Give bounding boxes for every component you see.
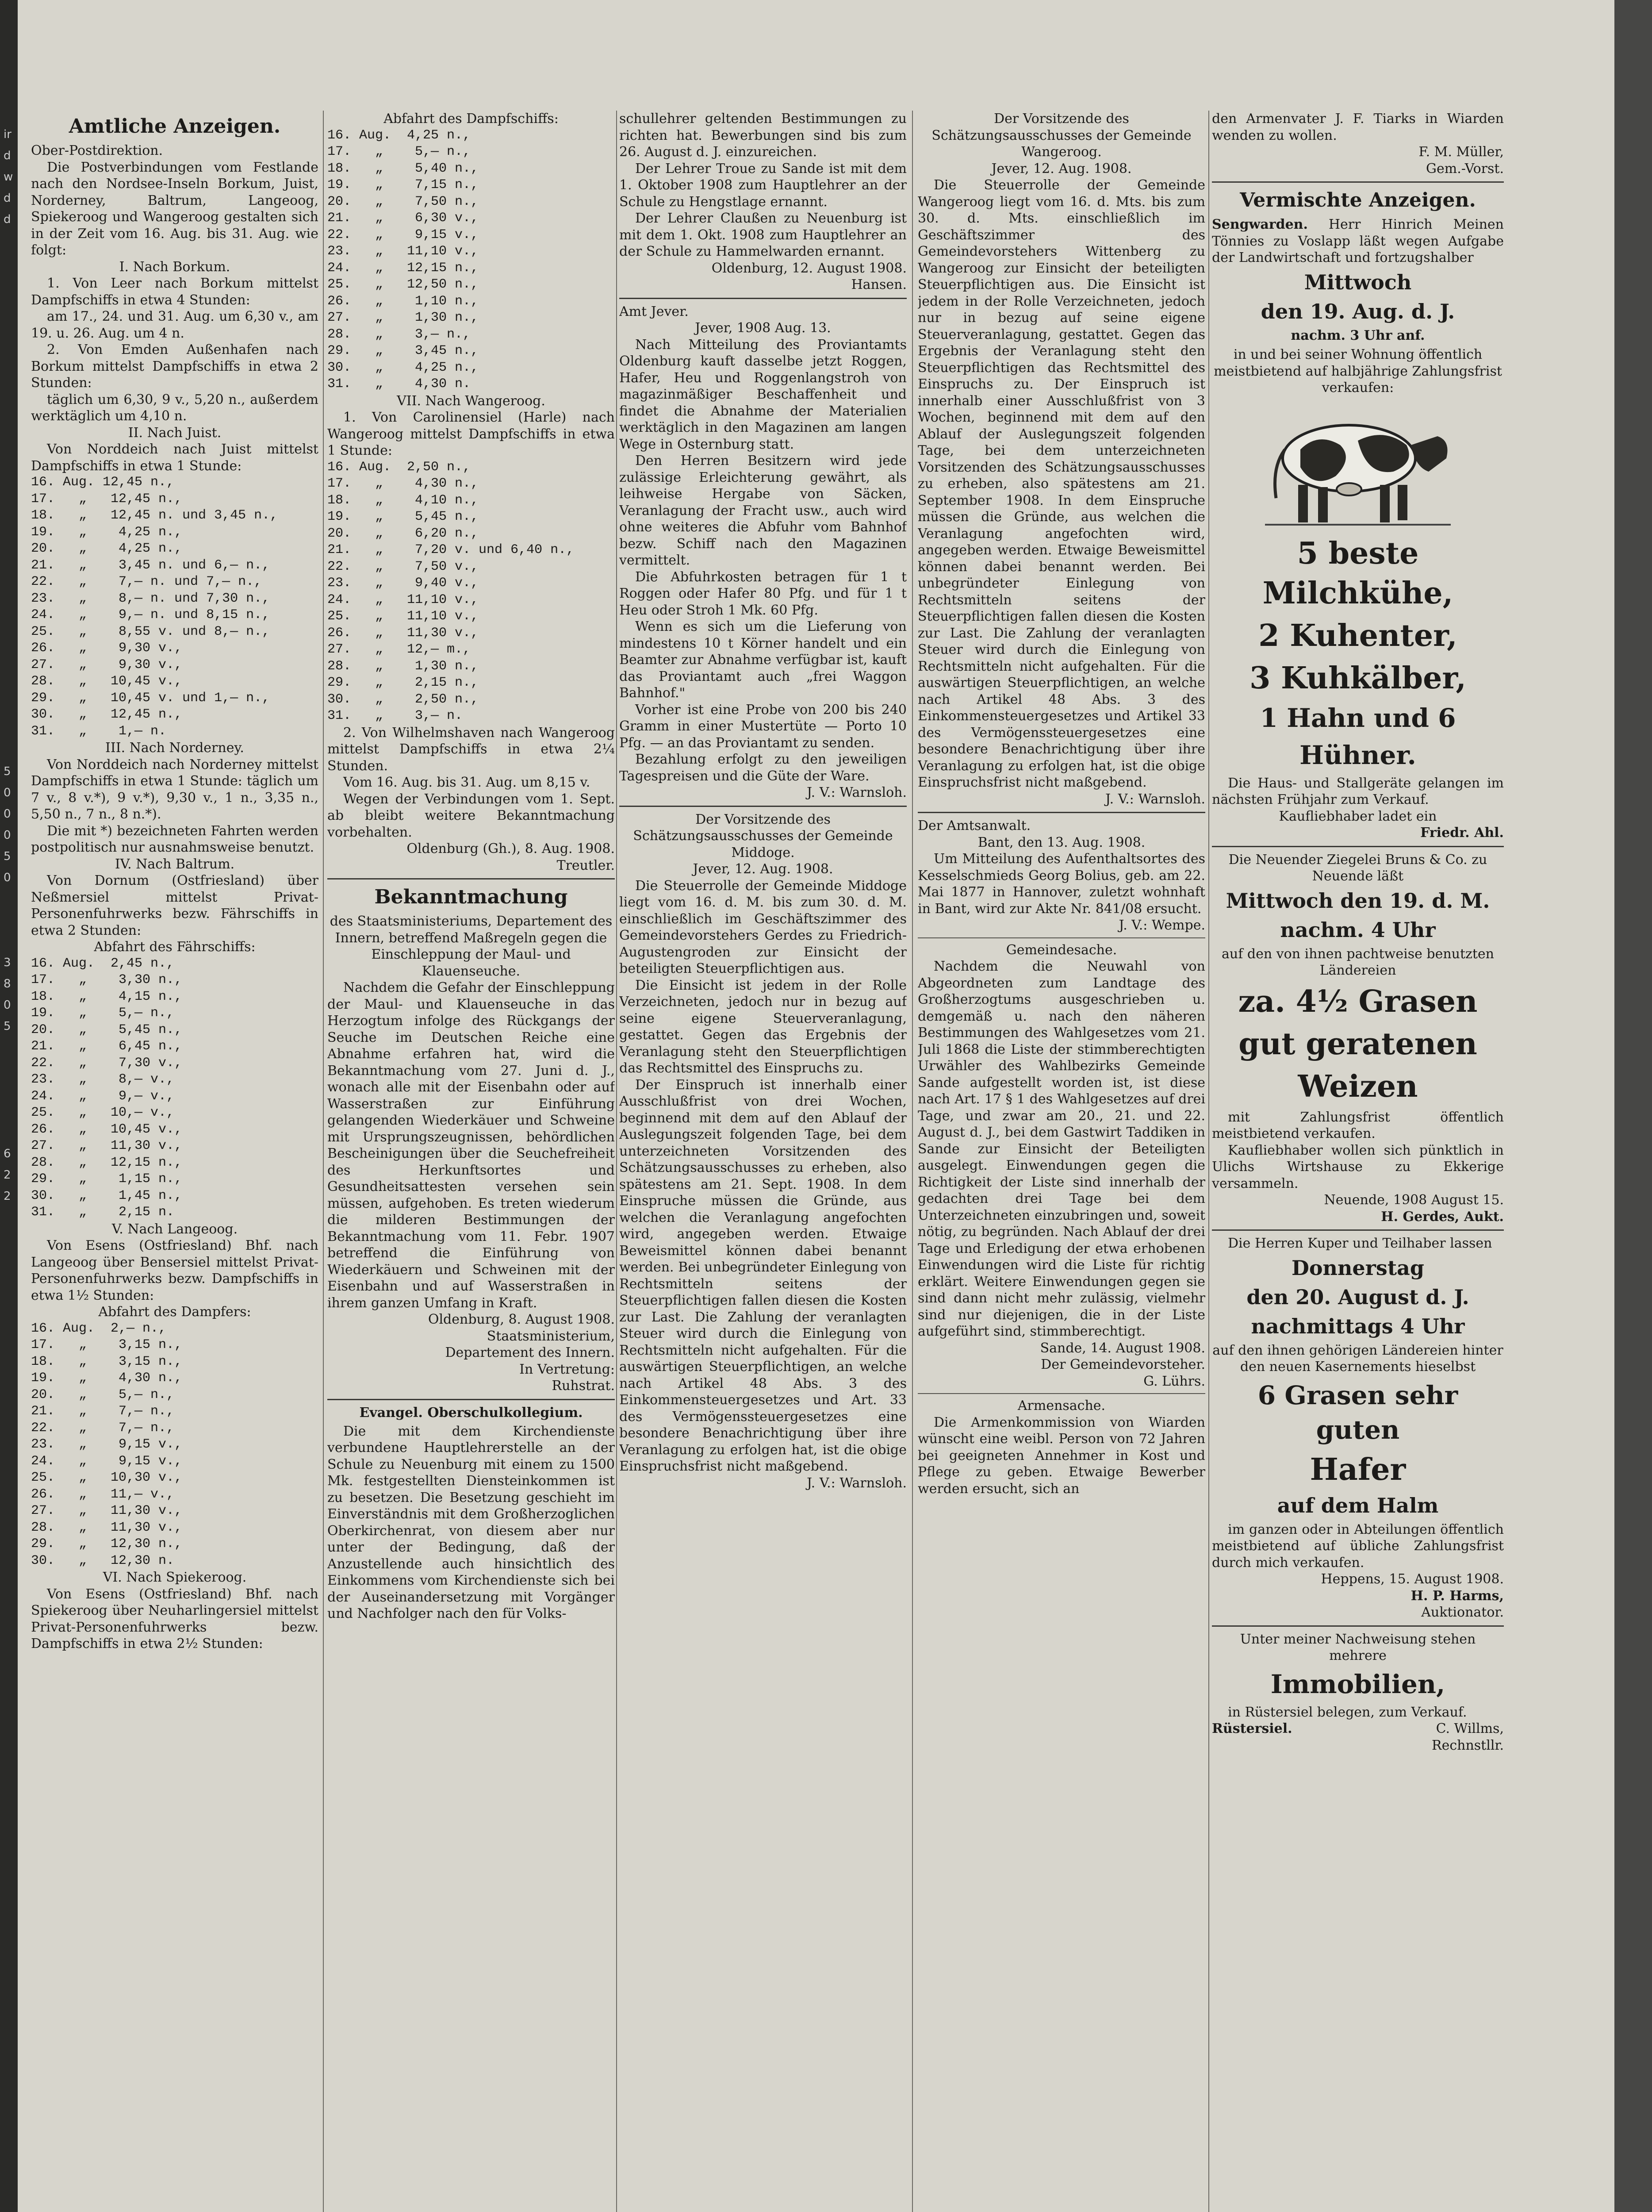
divider	[327, 878, 615, 879]
notice-text: Die Armenkommission von Wiarden wünscht eine weibl. Person von 72 Jahren bei geeigneten Annehmer in Kost und Pflege zu geben. Etwaige Bewerber werden ersucht, sich an	[918, 1414, 1205, 1497]
binding-shadow	[1614, 0, 1652, 2212]
notice-text: Der Lehrer Troue zu Sande ist mit dem 1. Oktober 1908 zum Hauptlehrer an der Schule zu Hengstlage ernannt.	[619, 161, 907, 210]
ad-item: Hafer	[1310, 1452, 1406, 1487]
schedule-langeoog: 16. Aug. 2,— n., 17. „ 3,15 n., 18. „ 3,15 n., 19. „ 4,30 n., 20. „ 5,— n., 21. „ 7,— n., 22. „ 7,— n., 23. „ 9,15 v., 24. „ 9,15 v., 25. „ 10,30 v., 26. „ 11,— v., 27. „ 11,30 v., 28. „ 11,30 v., 29. „ 12,30 n., 30. „ 12,30 n.	[31, 1321, 183, 1568]
notice-text: Die Steuerrolle der Gemeinde Wangeroog liegt vom 16. d. Mts. bis zum 30. d. Mts. einschließlich im Geschäftszimmer des Gemeindevorstehers Wittenberg zu Wangeroog zur Einsicht der beteiligten Steuerpflichtigen aus. Die Einsicht ist jedem in der Rolle Verzeichneten, jedoch nur in bezug auf seine eigene Steuerveranlagung, gestattet. Gegen das Ergebnis der Veranlagung steht den Steuerpflichtigen das Rechtsmittel des Einspruchs zu. Der Einspruch ist innerhalb einer Ausschlußfrist von 3 Wochen, beginnend mit dem auf den Ablauf der Auslegungszeit folgenden Tage, bei dem unterzeichneten Vorsitzenden des Schätzungsausschusses zu erheben, also spätestens am 21. September 1908. In dem Einspruche müssen die Gründe, aus welchen die Veranlagung angefochten wird, angegeben werden. Etwaige Beweismittel können dabei benannt werden. Bei unbegründeter Einlegung von Rechtsmitteln seitens der Steuerpflichtigen fallen diesen die Kosten zur Last. Die Zahlung der veranlagten Steuer wird durch die Einlegung von Rechtsmitteln nicht aufgehalten. Für die auswärtigen Steuerpflichtigen, an welche nach Artikel 48 Abs. 3 des Einkommensteuergesetzes und Artikel 33 des Vermögenssteuergesetzes eine besondere Benachrichtigung über ihre Veranlagung zu erfolgen hat, ist die obige Einspruchsfrist nicht maßgebend.	[918, 177, 1205, 790]
divider	[918, 812, 1205, 813]
ad-signature: C. Willms,	[1436, 1721, 1504, 1736]
ad-signature: H. Gerdes, Aukt.	[1381, 1209, 1504, 1225]
section-header: Vermischte Anzeigen.	[1240, 189, 1476, 211]
ad-text: Unter meiner Nachweisung stehen mehrere	[1240, 1631, 1476, 1663]
signature-name: Ruhstrat.	[552, 1378, 615, 1394]
column-rule	[616, 111, 617, 2212]
notice-date: Jever, 1908 Aug. 13.	[695, 320, 831, 336]
signature: J. V.: Wempe.	[1119, 918, 1205, 933]
notice-text: Bezahlung erfolgt zu den jeweiligen Tagespreisen und die Güte der Ware.	[619, 752, 907, 784]
schedule-subtitle: Abfahrt des Dampfers:	[98, 1304, 251, 1320]
ad-text: Die Haus- und Stallgeräte gelangen im nächsten Frühjahr zum Verkauf.	[1212, 775, 1504, 807]
notice-date: Bant, den 13. Aug. 1908.	[977, 834, 1146, 850]
route-note: Die mit *) bezeichneten Fahrten werden postpolitisch nur ausnahmsweise benutzt.	[31, 823, 318, 855]
notice-text: Die Einsicht ist jedem in der Rolle Verzeichneten, jedoch nur in bezug auf seine eigene Steuerveranlagung, gestattet. Gegen das Ergebnis der Veranlagung steht den Steuerpflichtigen das Rechtsmittel des Einspruchs zu.	[619, 977, 907, 1076]
schedule-subtitle: Abfahrt des Dampfschiffs:	[383, 111, 559, 127]
route-text: Vom 16. Aug. bis 31. Aug. um 8,15 v.	[343, 775, 590, 790]
ad-text: Kaufliebhaber ladet ein	[1279, 808, 1437, 824]
ad-time: nachmittags 4 Uhr	[1251, 1314, 1465, 1338]
ad-item: 3 Kuhkälber,	[1250, 660, 1466, 696]
announcement-subtitle: des Staatsministeriums, Departement des Innern, betreffend Maßregeln gegen die Einschleppung der Maul- und Klauenseuche.	[330, 914, 613, 979]
divider	[1212, 1625, 1504, 1627]
column-1	[31, 111, 318, 2212]
route-title: V. Nach Langeoog.	[111, 1221, 238, 1237]
route-title: I. Nach Borkum.	[119, 259, 230, 275]
notice-text: Den Herren Besitzern wird jede zulässige Erleichterung gewährt, als leihweise Hergabe von Säcken, Veranlagung der Fracht usw., auch wird ohne weiteres die Abfuhr vom Bahnhof bezw. Schiff nach den Magazinen vermittelt.	[619, 453, 907, 568]
ad-text: mit Zahlungsfrist öffentlich meistbietend verkaufen.	[1212, 1109, 1504, 1141]
ad-item: Immobilien,	[1270, 1669, 1445, 1699]
notice-date: Jever, 12. Aug. 1908.	[693, 861, 833, 877]
route-title: II. Nach Juist.	[128, 425, 222, 441]
ad-text: Die Herren Kuper und Teilhaber lassen	[1228, 1236, 1492, 1251]
signature-name: F. M. Müller,	[1418, 144, 1504, 160]
route-text: Von Norddeich nach Juist mittelst Dampfschiffs in etwa 1 Stunde:	[31, 442, 318, 474]
notice-text: schullehrer geltenden Bestimmungen zu richten hat. Bewerbungen sind bis zum 26. August d. J. einzureichen.	[619, 111, 907, 160]
ad-item: 6 Grasen sehr guten	[1257, 1380, 1458, 1445]
column-3	[619, 111, 907, 2212]
ad-text: in und bei seiner Wohnung öffentlich meistbietend auf halbjährige Zahlungsfrist verkaufen:	[1214, 347, 1502, 396]
signature: J. V.: Warnsloh.	[806, 785, 907, 800]
divider	[619, 298, 907, 299]
notice-text: Die Steuerrolle der Gemeinde Middoge liegt vom 16. d. M. bis zum 30. d. M. einschließlich im Geschäftszimmer des Gemeindevorstehers Gerdes zu Friedrich-Augustengroden zur Einsicht der beteiligten Steuerpflichtigen aus.	[619, 878, 907, 976]
signature: Gem.-Vorst.	[1426, 161, 1504, 177]
column-2	[327, 111, 615, 2212]
notice-heading: Ober-Postdirektion.	[31, 143, 163, 158]
notice-title: Gemeindesache.	[1006, 942, 1117, 958]
schedule-baltrum: 16. Aug. 2,45 n., 17. „ 3,30 n., 18. „ 4,15 n., 19. „ 5,— n., 20. „ 5,45 n., 21. „ 6,45 n., 22. „ 7,30 v., 23. „ 8,— v., 24. „ 9,— v., 25. „ 10,— v., 26. „ 10,45 v., 27. „ 11,30 v., 28. „ 12,15 n., 29. „ 1,15 n., 30. „ 1,45 n., 31. „ 2,15 n.	[31, 956, 183, 1220]
ad-signature: H. P. Harms,	[1411, 1588, 1504, 1604]
ad-item: za. 4½ Grasen	[1238, 983, 1478, 1019]
route-text: 2. Von Wilhelmshaven nach Wangeroog mittelst Dampfschiffs in etwa 2¼ Stunden.	[327, 725, 615, 774]
ad-signature: Neuende, 1908 August 15.	[1324, 1192, 1504, 1208]
notice-text: Wenn es sich um die Lieferung von mindestens 10 t Körner handelt und ein Beamter zur Abnahme verfügbar ist, kauft das Proviantamt auch „frei Waggon Bahnhof."	[619, 619, 907, 701]
section-header: Amtliche Anzeigen.	[69, 115, 281, 138]
divider	[918, 937, 1205, 938]
ad-date: Mittwoch	[1304, 270, 1412, 294]
route-text: 1. Von Leer nach Borkum mittelst Dampfschiffs in etwa 4 Stunden:	[31, 276, 318, 308]
column-rule	[912, 111, 913, 2212]
schedule-subtitle: Abfahrt des Fährschiffs:	[94, 939, 256, 955]
notice-title: Der Amtsanwalt.	[918, 818, 1031, 833]
signature: In Vertretung:	[519, 1361, 615, 1377]
ad-text: auf den ihnen gehörigen Ländereien hinter den neuen Kasernements hieselbst	[1212, 1342, 1503, 1375]
ad-signature: Rechnstllr.	[1431, 1737, 1504, 1753]
signature: Der Gemeindevorsteher.	[1041, 1357, 1205, 1372]
ad-place: Sengwarden.	[1212, 217, 1308, 232]
signature: J. V.: Warnsloh.	[806, 1475, 907, 1491]
notice-text: Der Einspruch ist innerhalb einer Ausschlußfrist von drei Wochen, beginnend mit dem auf den Ablauf der Auslegungszeit folgenden Tage, bei dem unterzeichneten Vorsitzenden des Schätzungsausschusses zu erheben, also spätestens am 21. Sept. 1908. In dem Einspruche müssen die Gründe, aus welchen die Veranlagung angefochten wird, angegeben werden. Etwaige Beweismittel können dabei benannt werden. Bei unbegründeter Einlegung von Rechtsmitteln seitens der Steuerpflichtigen fallen diesen die Kosten zur Last. Die Zahlung der veranlagten Steuer wird durch die Einlegung von Rechtsmitteln nicht aufgehalten. Für die auswärtigen Steuerpflichtigen, an welche nach Artikel 48 Abs. 3 des Einkommensteuergesetzes und Art. 33 des Vermögenssteuergesetzes eine besondere Benachrichtigung über ihre Veranlagung zu erfolgen hat, ist die obige Einspruchsfrist nicht maßgebend.	[619, 1077, 907, 1474]
route-title: VI. Nach Spiekeroog.	[103, 1570, 247, 1585]
divider	[1212, 846, 1504, 847]
ad-text: Die Neuender Ziegelei Bruns & Co. zu Neuende läßt	[1228, 852, 1487, 884]
ad-time: nachm. 4 Uhr	[1280, 918, 1436, 942]
route-text: 1. Von Carolinensiel (Harle) nach Wangeroog mittelst Dampfschiffs in etwa 1 Stunde:	[327, 410, 615, 458]
ad-date: den 19. Aug. d. J.	[1261, 299, 1455, 323]
ad-item: Weizen	[1298, 1068, 1418, 1104]
route-text: am 17., 24. und 31. Aug. um 6,30 v., am 19. u. 26. Aug. um 4 n.	[31, 309, 318, 341]
ad-item: Hühner.	[1299, 740, 1416, 770]
cow-icon	[1261, 401, 1455, 529]
route-title: IV. Nach Baltrum.	[115, 856, 235, 872]
signature: Staatsministerium,	[487, 1328, 615, 1344]
route-text: 2. Von Emden Außenhafen nach Borkum mittelst Dampfschiffs in etwa 2 Stunden:	[31, 342, 318, 391]
signature-name: Hansen.	[851, 277, 907, 292]
ad-signature: Heppens, 15. August 1908.	[1321, 1571, 1504, 1587]
ad-place: Rüstersiel.	[1212, 1721, 1292, 1736]
schedule-spiekeroog: 16. Aug. 4,25 n., 17. „ 5,— n., 18. „ 5,40 n., 19. „ 7,15 n., 20. „ 7,50 n., 21. „ 6,30 v., 22. „ 9,15 v., 23. „ 11,10 v., 24. „ 12,15 n., 25. „ 12,50 n., 26. „ 1,10 n., 27. „ 1,30 n., 28. „ 3,— n., 29. „ 3,45 n., 30. „ 4,25 n., 31. „ 4,30 n.	[327, 127, 479, 392]
route-title: VII. Nach Wangeroog.	[397, 393, 545, 409]
page-edge-strip	[0, 0, 18, 2212]
divider	[1212, 181, 1504, 183]
route-text: Von Norddeich nach Norderney mittelst Dampfschiffs in etwa 1 Stunde: täglich um 7 v., 8 v.*), 9 v.*), 9,30 v., 1 n., 3,35 n., 5,50 n., 7 n., 8 n.*).	[31, 757, 318, 822]
signature: Sande, 14. August 1908.	[1040, 1340, 1205, 1356]
ad-date: Mittwoch den 19. d. M.	[1226, 888, 1490, 913]
notice-title: Der Vorsitzende des Schätzungsausschusses der Gemeinde Middoge.	[633, 811, 893, 860]
notice-text: Die Postverbindungen vom Festlande nach den Nordsee-Inseln Borkum, Juist, Norderney, Baltrum, Langeoog, Spiekeroog und Wangeroog gestalten sich in der Zeit vom 16. Aug. bis 31. Aug. wie folgt:	[31, 159, 318, 258]
notice-text: Nachdem die Neuwahl von Abgeordneten zum Landtage des Großherzogtums ausgeschrieben u. demgemäß u. nach den näheren Bestimmungen des Wahlgesetzes vom 21. Juli 1868 die Liste der stimmberechtigten Urwähler des Wahlbezirks Gemeinde Sande aufgestellt worden ist, ist diese nach Art. 17 § 1 des Wahlgesetzes auf drei Tage, und zwar am 20., 21. und 22. August d. J., bei dem Gastwirt Taddiken in Sande zur Einsicht der Beteiligten ausgelegt. Einwendungen gegen die Richtigkeit der Liste sind innerhalb der gedachten drei Tage bei dem Unterzeichneten einzubringen und, soweit nötig, zu begründen. Nach Ablauf der drei Tage und Erledigung der etwa erhobenen Einwendungen wird die Liste für richtig erklärt. Weitere Einwendungen gegen sie sind dann nicht mehr zulässig, vielmehr sind nur diejenigen, die in der Liste aufgeführt sind, stimmberechtigt.	[918, 959, 1205, 1339]
ad-text: in Rüstersiel belegen, zum Verkauf.	[1228, 1704, 1467, 1720]
ad-item: gut geratenen	[1238, 1026, 1477, 1062]
ad-text: im ganzen oder in Abteilungen öffentlich meistbietend auf übliche Zahlungsfrist durch mich verkaufen.	[1212, 1521, 1504, 1571]
column-4	[918, 111, 1205, 2212]
route-title: III. Nach Norderney.	[105, 740, 244, 756]
notice-text: Um Mitteilung des Aufenthaltsortes des Kesselschmieds Georg Bolius, geb. am 22. Mai 1877 in Hannover, zuletzt wohnhaft in Bant, wird zur Akte Nr. 841/08 ersucht.	[918, 851, 1205, 917]
signature: Oldenburg, 12. August 1908.	[711, 260, 907, 276]
notice-text: den Armenvater J. F. Tiarks in Wiarden wenden zu wollen.	[1212, 111, 1504, 143]
ad-date: Donnerstag	[1291, 1256, 1425, 1280]
announcement-title: Bekanntmachung	[374, 886, 568, 908]
ad-date: den 20. August d. J.	[1246, 1285, 1469, 1309]
schedule-wangeroog: 16. Aug. 2,50 n., 17. „ 4,30 n., 18. „ 4,10 n., 19. „ 5,45 n., 20. „ 6,20 n., 21. „ 7,20 v. und 6,40 n., 22. „ 7,50 v., 23. „ 9,40 v., 24. „ 11,10 v., 25. „ 11,10 v., 26. „ 11,30 v., 27. „ 12,— m., 28. „ 1,30 n., 29. „ 2,15 n., 30. „ 2,50 n., 31. „ 3,— n.	[327, 459, 575, 723]
signature: J. V.: Warnsloh.	[1105, 791, 1205, 807]
notice-title: Der Vorsitzende des Schätzungsausschusses der Gemeinde Wangeroog.	[931, 111, 1192, 160]
divider	[619, 806, 907, 807]
ad-item: 2 Kuhenter,	[1258, 618, 1457, 653]
ad-item: 5 beste Milchkühe,	[1262, 535, 1453, 611]
column-rule	[1208, 111, 1209, 2212]
notice-title: Armensache.	[1017, 1398, 1106, 1413]
divider	[1212, 1229, 1504, 1231]
route-text: Von Esens (Ostfriesland) Bhf. nach Spiekeroog über Neuharlingersiel mittelst Privat-Personenfuhrwerks bezw. Dampfschiffs in etwa 2½ Stunden:	[31, 1586, 318, 1651]
signature-name: G. Lührs.	[1143, 1373, 1205, 1389]
column-5	[1212, 111, 1504, 2212]
ad-text: Herr Hinrich Meinen Tönnies zu Voslapp läßt wegen Aufgabe der Landwirtschaft und fortzugshalber	[1212, 217, 1504, 265]
notice-text: Vorher ist eine Probe von 200 bis 240 Gramm in einer Mustertüte — Porto 10 Pfg. — an das Proviantamt zu senden.	[619, 702, 907, 751]
route-text: täglich um 6,30, 9 v., 5,20 n., außerdem werktäglich um 4,10 n.	[31, 392, 318, 424]
signature: Oldenburg, 8. August 1908.	[428, 1312, 615, 1327]
ad-time: nachm. 3 Uhr anf.	[1291, 327, 1425, 343]
notice-title: Amt Jever.	[619, 303, 689, 319]
notice-text: Nach Mitteilung des Proviantamts Oldenburg kauft dasselbe jetzt Roggen, Hafer, Heu und Roggenlangstroh von magazinmäßiger Beschaffenheit und findet die Abnahme der Materialien werktäglich in den Magazinen am langen Wege in Osternburg statt.	[619, 337, 907, 452]
notice-title: Evangel. Oberschulkollegium.	[359, 1405, 583, 1421]
ad-text: auf den von ihnen pachtweise benutzten Ländereien	[1222, 946, 1494, 978]
ad-signature: Friedr. Ahl.	[1420, 825, 1504, 841]
announcement-text: Nachdem die Gefahr der Einschleppung der Maul- und Klauenseuche in das Herzogtum infolge des Rückgangs der Seuche im Deutschen Reiche eine Abnahme erfahren hat, wird die Bekanntmachung vom 27. Juni d. J., wonach alle mit der Eisenbahn oder auf Wasserstraßen zur Einführung gelangenden Wiederkäuer und Schweine mit Ursprungszeugnissen, behördlichen Bescheinigungen über die Seuchefreiheit des Herkunftsortes und Gesundheitsattesten versehen sein müssen, aufgehoben. Es treten wiederum die milderen Bestimmungen der Bekanntmachung vom 11. Febr. 1907 betreffend die Einführung von Wiederkäuern und Schweinen mit der Eisenbahn und auf Wasserstraßen in ihrem ganzen Umfang in Kraft.	[327, 980, 615, 1311]
notice-date: Jever, 12. Aug. 1908.	[991, 161, 1132, 177]
ad-item: auf dem Halm	[1277, 1493, 1439, 1517]
signature-name: Treutler.	[556, 857, 615, 873]
ad-signature: Auktionator.	[1421, 1605, 1504, 1620]
notice-text: Die Abfuhrkosten betragen für 1 t Roggen oder Hafer 80 Pfg. und für 1 t Heu oder Stroh 1 Mk. 60 Pfg.	[619, 569, 907, 618]
route-text: Von Dornum (Ostfriesland) über Neßmersiel mittelst Privat-Personenfuhrwerks bezw. Fährschiffs in etwa 2 Stunden:	[31, 873, 318, 938]
route-text: Von Esens (Ostfriesland) Bhf. nach Langeoog über Bensersiel mittelst Privat-Personenfuhrwerks bezw. Dampfschiffs in etwa 1½ Stunden:	[31, 1238, 318, 1303]
route-text: Wegen der Verbindungen vom 1. Sept. ab bleibt weitere Bekanntmachung vorbehalten.	[327, 791, 615, 840]
signature: Departement des Innern.	[445, 1345, 615, 1360]
column-rule	[323, 111, 324, 2212]
divider	[327, 1399, 615, 1400]
edge-marks: ir d w d d 5 0 0 0 5 0 3 8 0 5 6 2 2	[4, 128, 13, 1203]
ad-item: 1 Hahn und 6	[1260, 703, 1456, 733]
schedule-juist: 16. Aug. 12,45 n., 17. „ 12,45 n., 18. „ 12,45 n. und 3,45 n., 19. „ 4,25 n., 20. „ 4,25 n., 21. „ 3,45 n. und 6,— n., 22. „ 7,— n. und 7,— n., 23. „ 8,— n. und 7,30 n., 24. „ 9,— n. und 8,15 n., 25. „ 8,55 v. und 8,— n., 26. „ 9,30 v., 27. „ 9,30 v., 28. „ 10,45 v., 29. „ 10,45 v. und 1,— n., 30. „ 12,45 n., 31. „ 1,— n.	[31, 475, 278, 739]
notice-text: Die mit dem Kirchendienste verbundene Hauptlehrerstelle an der Schule zu Neuenburg mit einem zu 1500 Mk. festgestellten Diensteinkommen ist zu besetzen. Die Besetzung geschieht im Einverständnis mit dem Großherzoglichen Oberkirchenrat, von diesem aber nur unter der Bedingung, daß der Anzustellende auch hinsichtlich des Einkommens vom Kirchendienste sich bei der Auseinandersetzung mit Vorgänger und Nachfolger nach den für Volks-	[327, 1423, 615, 1621]
signature: Oldenburg (Gh.), 8. Aug. 1908.	[406, 841, 615, 856]
ad-text: Kaufliebhaber wollen sich pünktlich in Ulichs Wirtshause zu Ekkerige versammeln.	[1212, 1142, 1504, 1191]
notice-text: Der Lehrer Claußen zu Neuenburg ist mit dem 1. Okt. 1908 zum Hauptlehrer an der Schule zu Hammelwarden ernannt.	[619, 211, 907, 259]
divider	[918, 1393, 1205, 1394]
